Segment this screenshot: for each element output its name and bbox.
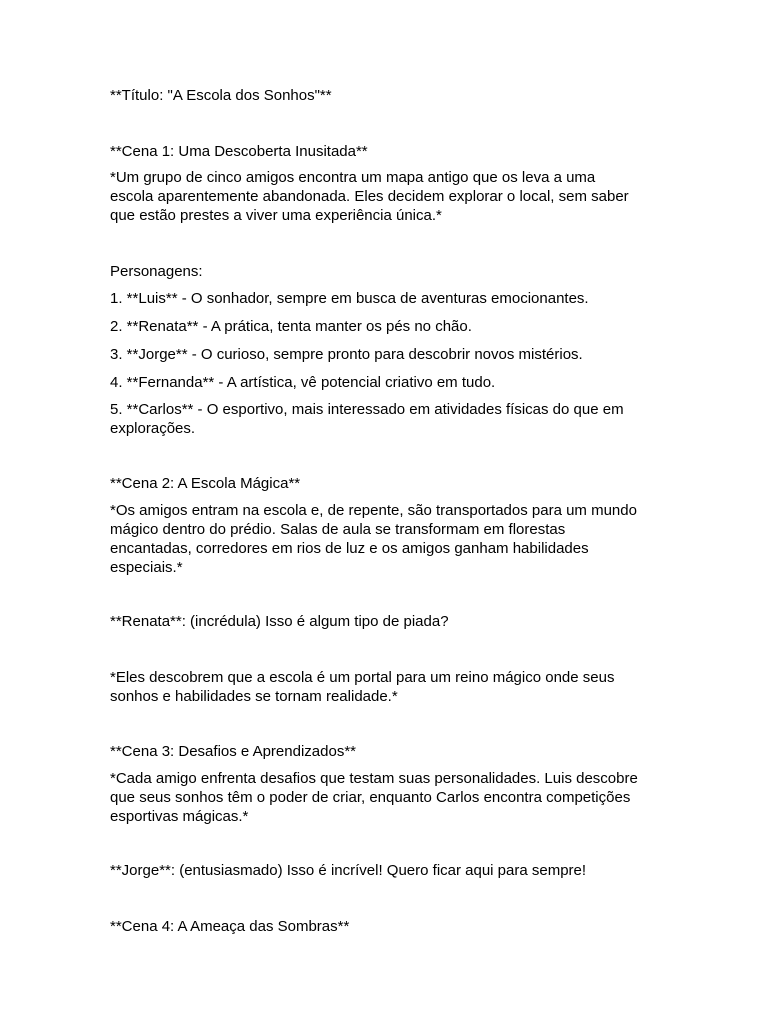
scene-3-description-line: *Cada amigo enfrenta desafios que testam suas personalidades. Luis descobre bbox=[110, 770, 638, 787]
character-item: 4. **Fernanda** - A artística, vê potencial criativo em tudo. bbox=[110, 374, 496, 391]
scene-3-description-line: que seus sonhos têm o poder de criar, enquanto Carlos encontra competições bbox=[110, 789, 631, 806]
scene-1-heading: **Cena 1: Uma Descoberta Inusitada** bbox=[110, 143, 368, 160]
scene-4-heading: **Cena 4: A Ameaça das Sombras** bbox=[110, 918, 350, 935]
scene-3-heading: **Cena 3: Desafios e Aprendizados** bbox=[110, 743, 356, 760]
document-title: **Título: "A Escola dos Sonhos"** bbox=[110, 87, 332, 104]
scene-1-description-line: que estão prestes a viver uma experiência única.* bbox=[110, 207, 442, 224]
scene-3-description-line: esportivas mágicas.* bbox=[110, 808, 249, 825]
character-item: 2. **Renata** - A prática, tenta manter os pés no chão. bbox=[110, 318, 472, 335]
renata-dialogue: **Renata**: (incrédula) Isso é algum tipo de piada? bbox=[110, 613, 449, 630]
jorge-dialogue: **Jorge**: (entusiasmado) Isso é incrível! Quero ficar aqui para sempre! bbox=[110, 862, 587, 879]
scene-2-heading: **Cena 2: A Escola Mágica** bbox=[110, 475, 301, 492]
characters-heading: Personagens: bbox=[110, 263, 203, 280]
scene-1-description-line: escola aparentemente abandonada. Eles decidem explorar o local, sem saber bbox=[110, 188, 629, 205]
character-item: 1. **Luis** - O sonhador, sempre em busca de aventuras emocionantes. bbox=[110, 290, 589, 307]
scene-1-description-line: *Um grupo de cinco amigos encontra um mapa antigo que os leva a uma bbox=[110, 169, 596, 186]
scene-2-narration-line: *Eles descobrem que a escola é um portal para um reino mágico onde seus bbox=[110, 669, 615, 686]
character-item: 5. **Carlos** - O esportivo, mais interessado em atividades físicas do que em bbox=[110, 401, 624, 418]
scene-2-narration-line: sonhos e habilidades se tornam realidade.* bbox=[110, 688, 398, 705]
scene-2-description-line: mágico dentro do prédio. Salas de aula se transformam em florestas bbox=[110, 521, 566, 538]
scene-2-description-line: especiais.* bbox=[110, 559, 183, 576]
character-item: 3. **Jorge** - O curioso, sempre pronto para descobrir novos mistérios. bbox=[110, 346, 583, 363]
scene-2-description-line: *Os amigos entram na escola e, de repente, são transportados para um mundo bbox=[110, 502, 637, 519]
character-item-continuation: explorações. bbox=[110, 420, 196, 437]
scene-2-description-line: encantadas, corredores em rios de luz e os amigos ganham habilidades bbox=[110, 540, 589, 557]
